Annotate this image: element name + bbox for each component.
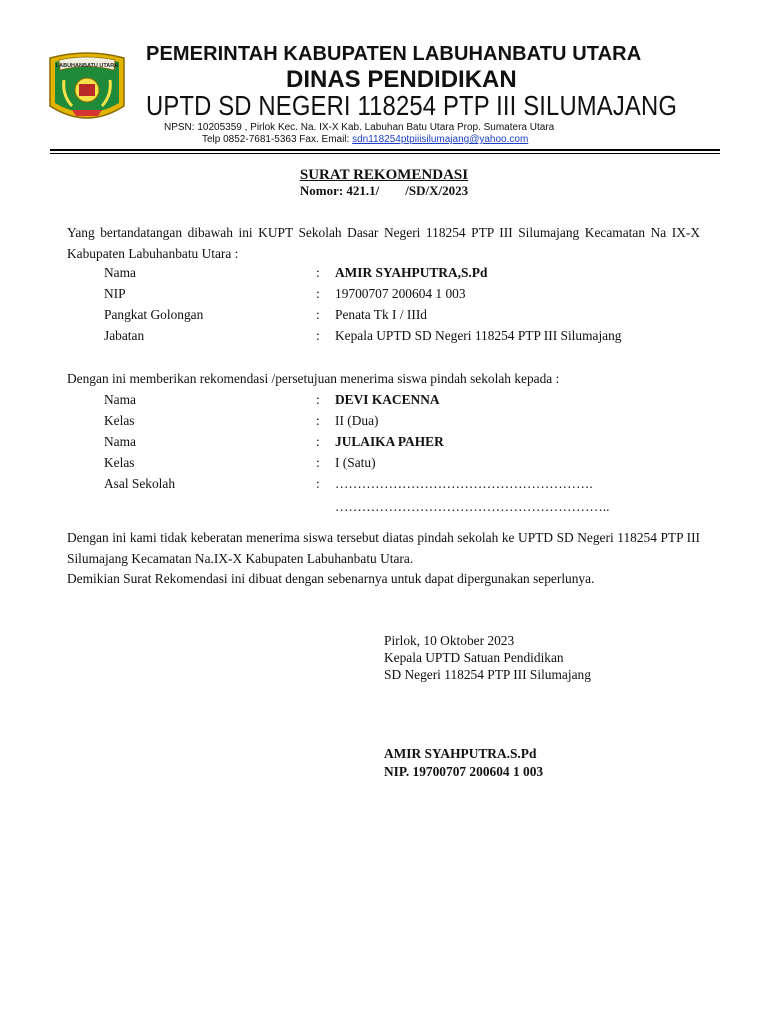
signer-row [0,307,768,328]
email-link[interactable]: sdn118254ptpiiisilumajang@yahoo.com [352,134,529,145]
field-value: …………………………………………………. [335,476,593,491]
signer-row [0,265,768,286]
field-label: Kelas [104,413,135,428]
signer-position-2: SD Negeri 118254 PTP III Silumajang [384,667,591,682]
signer-position-1: Kepala UPTD Satuan Pendidikan [384,650,564,665]
letter-title: SURAT REKOMENDASI [299,167,469,183]
student-row [0,392,768,413]
kop-divider-thin [50,153,720,154]
field-colon: : [316,392,320,407]
field-colon: : [316,434,320,449]
student-row [0,476,768,497]
student-row [0,434,768,455]
intro-paragraph: Yang bertandatangan dibawah ini KUPT Sekolah Dasar Negeri 118254 PTP III Silumajang Kecamatan Na IX-X Kabupaten Labuhanbatu Utara : [67,225,700,261]
field-colon: : [316,265,320,280]
kop-department: DINAS PENDIDIKAN [286,66,517,93]
field-colon: : [316,286,320,301]
field-value: I (Satu) [335,455,376,470]
signer-row [0,328,768,349]
kop-contact [202,134,528,145]
kop-government: PEMERINTAH KABUPATEN LABUHANBATU UTARA [146,43,642,65]
kop-address: NPSN: 10205359 , Pirlok Kec. Na. IX-X Kab. Labuhan Batu Utara Prop. Sumatera Utara [164,122,555,133]
field-label: Pangkat Golongan [104,307,204,322]
signer-nip: NIP. 19700707 200604 1 003 [384,764,544,779]
field-value: JULAIKA PAHER [335,434,444,449]
signer-row [0,286,768,307]
kop-divider-thick [50,149,720,151]
student-row [0,455,768,476]
field-value: …………………………………………………….. [335,499,610,514]
letter-number: Nomor: 421.1/ /SD/X/2023 [299,183,469,198]
signer-name: AMIR SYAHPUTRA.S.Pd [384,746,537,761]
field-value: AMIR SYAHPUTRA,S.Pd [335,265,488,280]
field-label: NIP [104,286,126,301]
field-colon: : [316,476,320,491]
field-label: Nama [104,265,136,280]
field-value: 19700707 200604 1 003 [335,286,466,301]
field-colon: : [316,413,320,428]
student-row [0,413,768,434]
field-value: DEVI KACENNA [335,392,440,407]
student-row-continuation [0,499,768,520]
field-label: Asal Sekolah [104,476,176,491]
kop-school: UPTD SD NEGERI 118254 PTP III SILUMAJANG [146,90,678,121]
recommendation-line: Dengan ini memberikan rekomendasi /persetujuan menerima siswa pindah sekolah kepada : [67,371,560,386]
field-value: Kepala UPTD SD Negeri 118254 PTP III Silumajang [335,328,622,343]
field-label: Jabatan [104,328,145,343]
field-label: Nama [104,392,136,407]
field-value: II (Dua) [335,413,379,428]
field-label: Nama [104,434,136,449]
closing-paragraph: Dengan ini kami tidak keberatan menerima siswa tersebut diatas pindah sekolah ke UPTD SD Negeri 118254 PTP III Silumajang Kecamatan Na.IX-X Kabupaten Labuhanbatu Utara. [67,530,700,566]
field-label: Kelas [104,455,135,470]
field-colon: : [316,328,320,343]
closing-statement: Demikian Surat Rekomendasi ini dibuat dengan sebenarnya untuk dapat dipergunakan seperlunya. [67,571,595,586]
field-colon: : [316,455,320,470]
logo-text: LABUHANBATU UTARA [55,63,119,69]
kop-phone-fax: Telp 0852-7681-5363 Fax. Email: [202,134,353,145]
place-date: Pirlok, 10 Oktober 2023 [384,633,515,648]
district-logo-icon [44,50,130,128]
field-colon: : [316,307,320,322]
field-value: Penata Tk I / IIId [335,307,427,322]
